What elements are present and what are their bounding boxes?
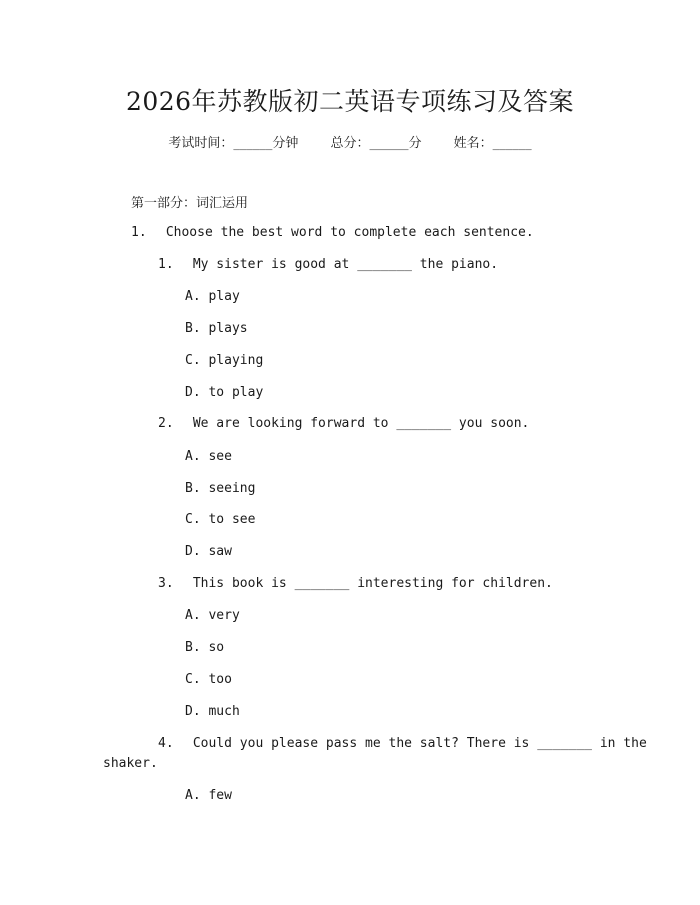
task-number: 1. [131, 225, 147, 240]
exam-time-label: 考试时间：______分钟 [168, 136, 299, 151]
answer-option: B. so [185, 640, 225, 655]
question [158, 736, 647, 751]
task-instruction [131, 225, 534, 240]
question-number: 4. [158, 736, 174, 751]
question-text: We are looking forward to _______ you soon. [192, 416, 530, 431]
answer-option: A. very [185, 608, 240, 623]
answer-option: A. see [185, 449, 232, 464]
question-text: My sister is good at _______ the piano. [192, 257, 499, 272]
question-number: 1. [158, 257, 174, 272]
page-title: 2026年苏教版初二英语专项练习及答案 [125, 87, 575, 116]
answer-option: C. playing [185, 353, 264, 368]
question-text: Could you please pass me the salt? There is _______ in the [192, 736, 647, 751]
question-number: 3. [158, 576, 174, 591]
question-text-continued: shaker. [103, 756, 158, 771]
name-label: 姓名：______ [453, 136, 532, 151]
question [158, 576, 553, 591]
task-text: Choose the best word to complete each sentence. [165, 225, 534, 240]
answer-option: C. to see [185, 512, 256, 527]
question-number: 2. [158, 416, 174, 431]
exam-meta [0, 132, 700, 151]
answer-option: C. too [185, 672, 232, 687]
question-text: This book is _______ interesting for children. [192, 576, 553, 591]
answer-option: D. to play [185, 385, 264, 400]
answer-option: A. few [185, 788, 232, 803]
answer-option: B. plays [185, 321, 248, 336]
answer-option: A. play [185, 289, 240, 304]
answer-option: B. seeing [185, 481, 256, 496]
total-score-label: 总分：______分 [330, 136, 422, 151]
answer-option: D. much [185, 704, 240, 719]
section-heading: 第一部分：词汇运用 [131, 196, 249, 211]
question [158, 257, 498, 272]
answer-option: D. saw [185, 544, 232, 559]
question [158, 416, 529, 431]
